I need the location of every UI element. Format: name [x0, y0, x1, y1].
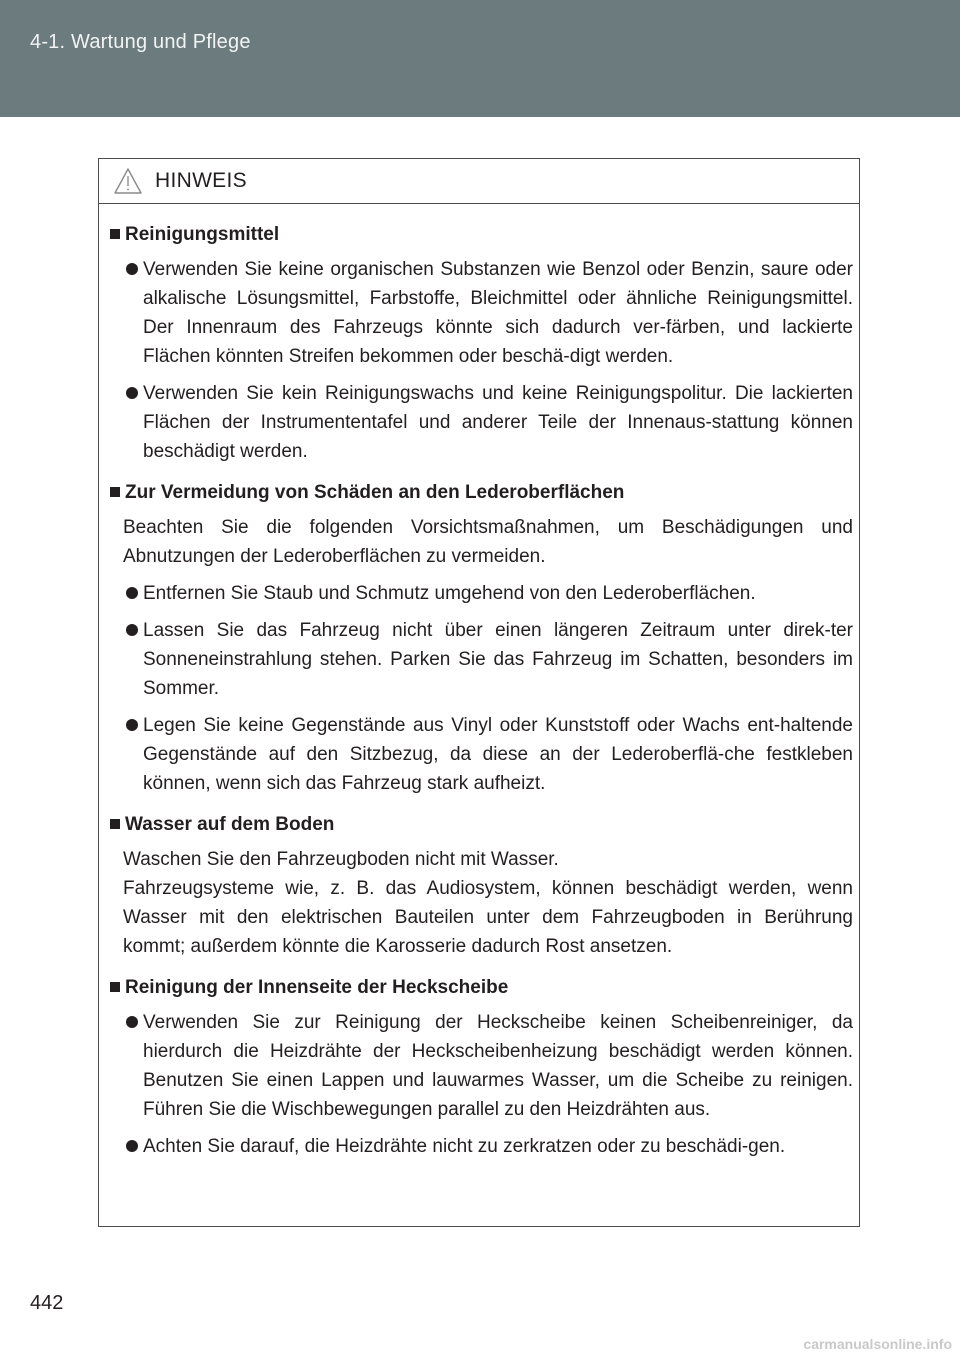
warning-triangle-icon — [113, 167, 143, 195]
round-bullet-icon — [126, 387, 138, 399]
round-bullet-icon — [126, 263, 138, 275]
round-bullet-icon — [126, 719, 138, 731]
paragraph: Waschen Sie den Fahrzeugboden nicht mit Wasser. — [123, 849, 559, 870]
notice-title: HINWEIS — [155, 169, 247, 192]
round-bullet-icon — [126, 587, 138, 599]
round-bullet-icon — [126, 1140, 138, 1152]
section-heckscheibe — [109, 973, 853, 1161]
section-title: 4-1. Wartung und Pflege — [30, 31, 251, 53]
list-item: Verwenden Sie zur Reinigung der Heckscheibe keinen Scheibenreiniger, da hierdurch die Heizdrähte der Heckscheibenheizung beschädigt werden können. Benutzen Sie einen Lappen und lauwarmes Wasser, um die Scheibe zu reinigen. Führen Sie die Wischbewegungen parallel zu den Heizdrähten aus. — [109, 1008, 853, 1124]
notice-box — [98, 158, 860, 1227]
list-item: Legen Sie keine Gegenstände aus Vinyl oder Kunststoff oder Wachs ent-haltende Gegenstände auf den Sitzbezug, da diese an der Lederoberflä-che festkleben können, wenn sich das Fahrzeug stark aufheizt. — [109, 711, 853, 798]
section-heading: Reinigungsmittel — [109, 220, 853, 249]
square-bullet-icon — [110, 982, 120, 992]
round-bullet-icon — [126, 1016, 138, 1028]
notice-header — [99, 159, 859, 204]
square-bullet-icon — [110, 487, 120, 497]
section-reinigungsmittel — [109, 220, 853, 466]
notice-body — [99, 204, 859, 1161]
square-bullet-icon — [110, 229, 120, 239]
section-heading: Reinigung der Innenseite der Heckscheibe — [109, 973, 853, 1002]
list-item: Entfernen Sie Staub und Schmutz umgehend von den Lederoberflächen. — [109, 579, 853, 608]
list-item: Verwenden Sie kein Reinigungswachs und keine Reinigungspolitur. Die lackierten Flächen der Instrumententafel und anderer Teile der Innenaus-stattung können beschädigt werden. — [109, 379, 853, 466]
list-item: Achten Sie darauf, die Heizdrähte nicht zu zerkratzen oder zu beschädi-gen. — [109, 1132, 853, 1161]
list-item: Verwenden Sie keine organischen Substanzen wie Benzol oder Benzin, saure oder alkalische Lösungsmittel, Farbstoffe, Bleichmittel oder ähnliche Reinigungsmittel. Der Innenraum des Fahrzeugs könnte sich dadurch ver-färben, und lackierte Flächen könnten Streifen bekommen oder beschä-digt werden. — [109, 255, 853, 371]
section-heading: Wasser auf dem Boden — [109, 810, 853, 839]
round-bullet-icon — [126, 624, 138, 636]
square-bullet-icon — [110, 819, 120, 829]
list-item: Lassen Sie das Fahrzeug nicht über einen längeren Zeitraum unter direk-ter Sonneneinstrahlung stehen. Parken Sie das Fahrzeug im Schatten, besonders im Sommer. — [109, 616, 853, 703]
section-heading: Zur Vermeidung von Schäden an den Lederoberflächen — [109, 478, 853, 507]
paragraph: Beachten Sie die folgenden Vorsichtsmaßnahmen, um Beschädigungen und Abnutzungen der Lederoberflächen zu vermeiden. — [123, 517, 853, 567]
watermark: carmanualsonline.info — [803, 1336, 952, 1352]
paragraph: Fahrzeugsysteme wie, z. B. das Audiosystem, können beschädigt werden, wenn Wasser mit den elektrischen Bauteilen unter dem Fahrzeugboden in Berührung kommt; außerdem könnte die Karosserie dadurch Rost ansetzen. — [123, 878, 853, 957]
page-number: 442 — [30, 1292, 64, 1314]
section-wasser-boden — [109, 810, 853, 961]
page-header — [0, 0, 960, 117]
section-lederoberflaechen — [109, 478, 853, 798]
